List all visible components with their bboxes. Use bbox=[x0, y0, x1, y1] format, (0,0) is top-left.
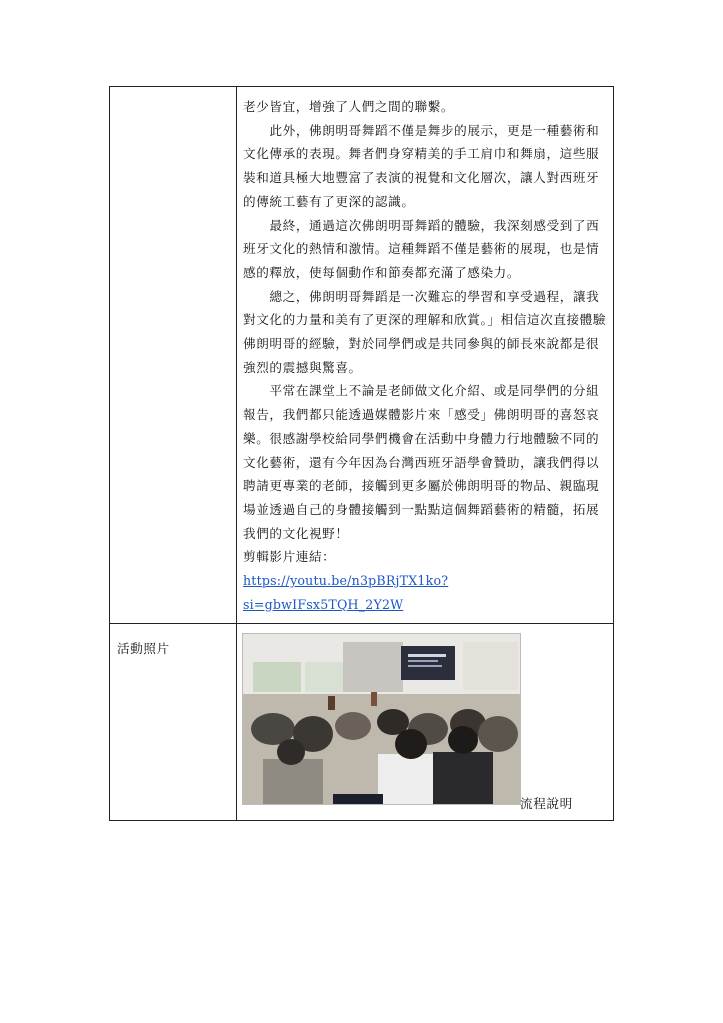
paragraph: 平常在課堂上不論是老師做文化介紹、或是同學們的分組報告，我們都只能透過媒體影片來「感受」佛朗明哥的喜怒哀樂。很感謝學校給同學們機會在活動中身體力行地體驗不同的文化藝術，還有今年因為台灣西班牙語學會贊助，讓我們得以聘請更專業的老師，接觸到更多屬於佛朗明哥的物品、親臨現場並透過自己的身體接觸到一點點這個舞蹈藝術的精髓，拓展我們的文化視野！ bbox=[243, 383, 600, 541]
video-link[interactable]: https://youtu.be/n3pBRjTX1ko?si=gbwIFsx5TQH_2Y2W bbox=[243, 573, 449, 612]
row-divider bbox=[110, 623, 613, 624]
content-table bbox=[109, 86, 614, 821]
paragraph: 老少皆宜，增強了人們之間的聯繫。 bbox=[243, 99, 455, 114]
reflection-text-cell bbox=[243, 95, 608, 616]
activity-photo-label: 活動照片 bbox=[117, 641, 170, 656]
column-divider bbox=[236, 87, 237, 820]
paragraph: 此外，佛朗明哥舞蹈不僅是舞步的展示，更是一種藝術和文化傳承的表現。舞者們身穿精美的手工肩巾和舞扇，這些服裝和道具極大地豐富了表演的視覺和文化層次，讓人對西班牙的傳統工藝有了更深的認識。 bbox=[243, 122, 600, 209]
process-description-label: 流程說明 bbox=[520, 796, 573, 811]
paragraph: 剪輯影片連結： bbox=[243, 549, 336, 565]
paragraph: 最終，通過這次佛朗明哥舞蹈的體驗，我深刻感受到了西班牙文化的熱情和激情。這種舞蹈不僅是藝術的展現，也是情感的釋放，使每個動作和節奏都充滿了感染力。 bbox=[243, 217, 600, 280]
paragraph: 總之，佛朗明哥舞蹈是一次難忘的學習和享受過程，讓我對文化的力量和美有了更深的理解和欣賞。」相信這次直接體驗佛朗明哥的經驗，對於同學們或是共同參與的師長來說都是很強烈的震撼與驚喜。 bbox=[243, 288, 607, 375]
activity-photo bbox=[242, 633, 521, 805]
